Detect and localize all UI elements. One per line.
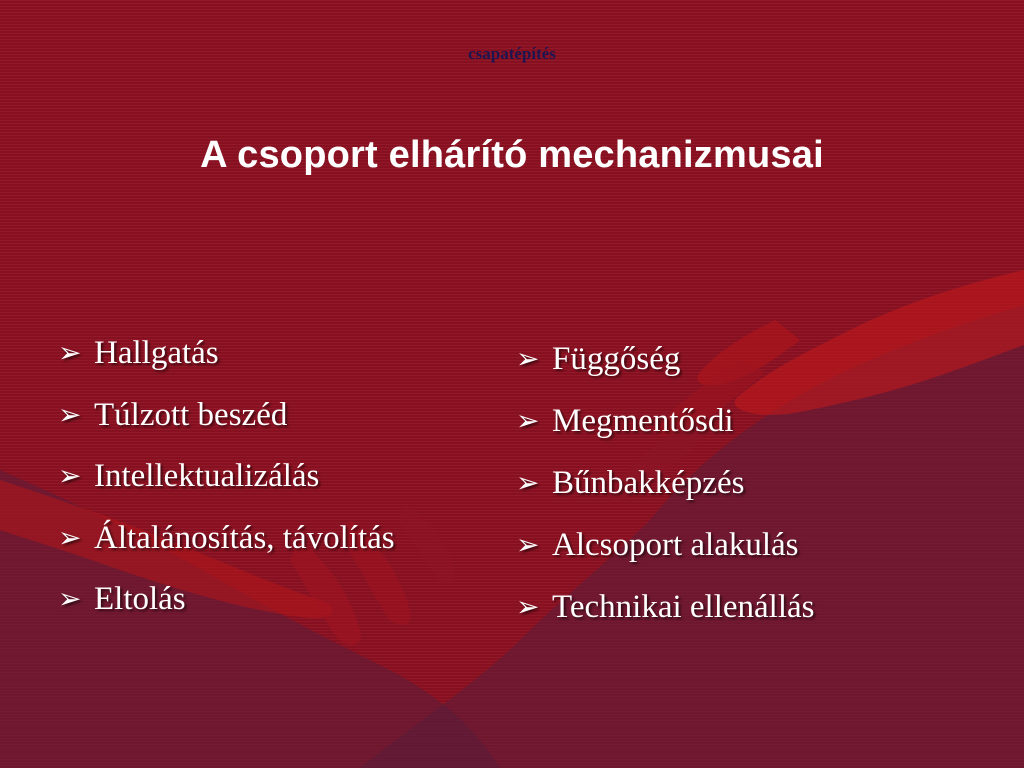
list-item <box>516 337 815 399</box>
left-bullet-list <box>58 331 395 639</box>
list-item <box>58 454 395 516</box>
arrow-bullet-icon: ➢ <box>516 466 540 499</box>
list-item <box>516 523 815 585</box>
list-item-label: Megmentősdi <box>552 403 734 439</box>
list-item-label: Alcsoport alakulás <box>552 527 799 563</box>
arrow-bullet-icon: ➢ <box>58 582 82 615</box>
list-item-label: Technikai ellenállás <box>552 589 815 625</box>
right-bullet-list <box>516 337 815 647</box>
slide-title: A csoport elhárító mechanizmusai <box>200 134 824 176</box>
header-caption: csapatépítés <box>468 44 556 63</box>
list-item-label: Eltolás <box>94 581 186 617</box>
arrow-bullet-icon: ➢ <box>58 336 82 369</box>
list-item-label: Intellektualizálás <box>94 458 320 494</box>
list-item <box>58 577 395 639</box>
list-item <box>516 585 815 647</box>
list-item <box>516 461 815 523</box>
arrow-bullet-icon: ➢ <box>516 590 540 623</box>
list-item-label: Bűnbakképzés <box>552 465 745 501</box>
list-item-label: Függőség <box>552 341 681 377</box>
arrow-bullet-icon: ➢ <box>58 520 82 554</box>
list-item-label: Túlzott beszéd <box>94 396 288 433</box>
list-item <box>516 399 815 461</box>
list-item <box>58 393 395 455</box>
list-item <box>58 331 395 393</box>
list-item-label: Általánosítás, távolítás <box>94 519 395 556</box>
arrow-bullet-icon: ➢ <box>516 342 540 375</box>
list-item <box>58 516 395 578</box>
arrow-bullet-icon: ➢ <box>58 397 82 431</box>
arrow-bullet-icon: ➢ <box>58 459 82 492</box>
arrow-bullet-icon: ➢ <box>516 404 540 437</box>
list-item-label: Hallgatás <box>94 335 219 371</box>
arrow-bullet-icon: ➢ <box>516 528 540 561</box>
